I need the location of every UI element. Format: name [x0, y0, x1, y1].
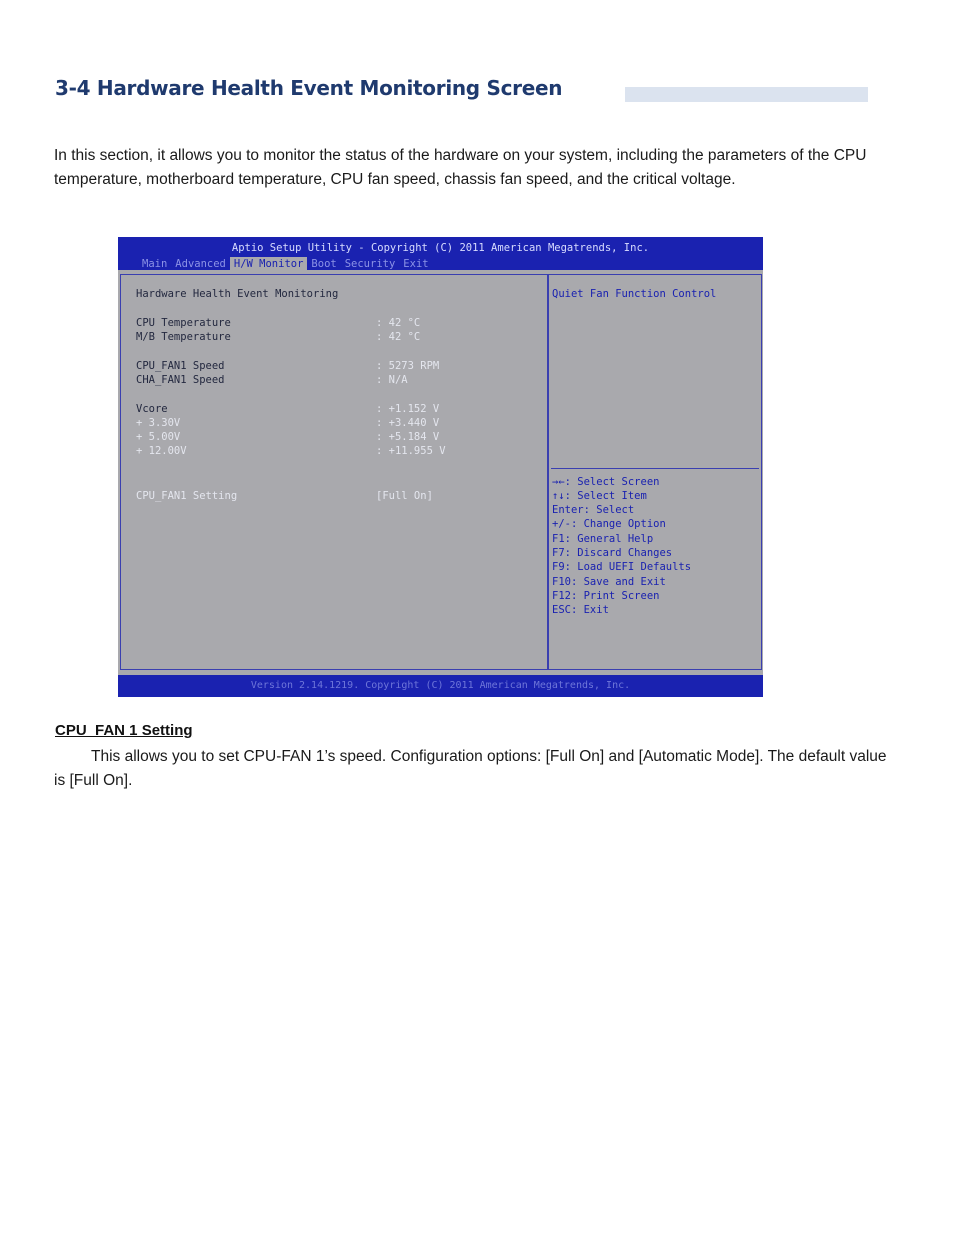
- row-value: : 5273 RPM: [376, 360, 440, 372]
- key-hint: F10: Save and Exit: [552, 576, 666, 588]
- row-label: Vcore: [136, 403, 168, 415]
- row-value: : +11.955 V: [376, 445, 446, 457]
- bios-title: Aptio Setup Utility - Copyright (C) 2011 American Megatrends, Inc.: [231, 242, 650, 254]
- bios-tab-bar: [138, 257, 433, 271]
- key-hint: ESC: Exit: [552, 604, 609, 616]
- cpu-fan-setting-text: This allows you to set CPU-FAN 1’s speed. Configuration options: [Full On] and [Automatic Mode]. The default value is [Full On].: [54, 748, 887, 789]
- bios-footer: Version 2.14.1219. Copyright (C) 2011 American Megatrends, Inc.: [118, 675, 763, 697]
- cpu-fan-setting-description: [54, 745, 894, 793]
- row-value: : +1.152 V: [376, 403, 440, 415]
- cpu-fan-setting-heading: CPU_FAN 1 Setting: [55, 722, 193, 739]
- help-divider: [551, 468, 759, 469]
- row-value: : N/A: [376, 374, 408, 386]
- tab-boot[interactable]: Boot: [311, 258, 337, 270]
- tab-exit[interactable]: Exit: [403, 258, 429, 270]
- cpu-fan-setting-value[interactable]: [Full On]: [376, 490, 433, 502]
- section-heading: 3-4 Hardware Health Event Monitoring Screen: [55, 76, 563, 100]
- key-hint: F12: Print Screen: [552, 590, 660, 602]
- row-label: CHA_FAN1 Speed: [136, 374, 225, 386]
- row-label: CPU_FAN1 Speed: [136, 360, 225, 372]
- key-hint: F1: General Help: [552, 533, 654, 545]
- key-hint: Enter: Select: [552, 504, 635, 516]
- heading-decor-bar: [625, 87, 868, 102]
- bios-main-pane: [120, 274, 548, 670]
- tab-security[interactable]: Security: [344, 258, 396, 270]
- bios-screenshot: [118, 237, 763, 697]
- bios-section-title: Hardware Health Event Monitoring: [136, 288, 339, 300]
- help-title: Quiet Fan Function Control: [552, 288, 717, 300]
- key-hint: F9: Load UEFI Defaults: [552, 561, 692, 573]
- row-label: M/B Temperature: [136, 331, 231, 343]
- row-value: : +3.440 V: [376, 417, 440, 429]
- row-label: + 12.00V: [136, 445, 187, 457]
- bios-help-pane: [548, 274, 762, 670]
- row-value: : +5.184 V: [376, 431, 440, 443]
- key-hint: +/-: Change Option: [552, 518, 666, 530]
- cpu-fan-setting-label[interactable]: CPU_FAN1 Setting: [136, 490, 238, 502]
- intro-paragraph: In this section, it allows you to monitor the status of the hardware on your system, including the parameters of the CPU temperature, motherboard temperature, CPU fan speed, chassis fan speed, and the critical voltage.: [54, 147, 867, 188]
- key-hint: F7: Discard Changes: [552, 547, 673, 559]
- row-label: CPU Temperature: [136, 317, 231, 329]
- key-hint: →←: Select Screen: [552, 476, 660, 488]
- tab-main[interactable]: Main: [142, 258, 168, 270]
- bios-header: [118, 237, 763, 270]
- tab-hw-monitor[interactable]: H/W Monitor: [230, 257, 308, 271]
- tab-advanced[interactable]: Advanced: [175, 258, 226, 270]
- row-value: : 42 °C: [376, 331, 421, 343]
- row-label: + 3.30V: [136, 417, 181, 429]
- key-hint: ↑↓: Select Item: [552, 490, 647, 502]
- row-value: : 42 °C: [376, 317, 421, 329]
- row-label: + 5.00V: [136, 431, 181, 443]
